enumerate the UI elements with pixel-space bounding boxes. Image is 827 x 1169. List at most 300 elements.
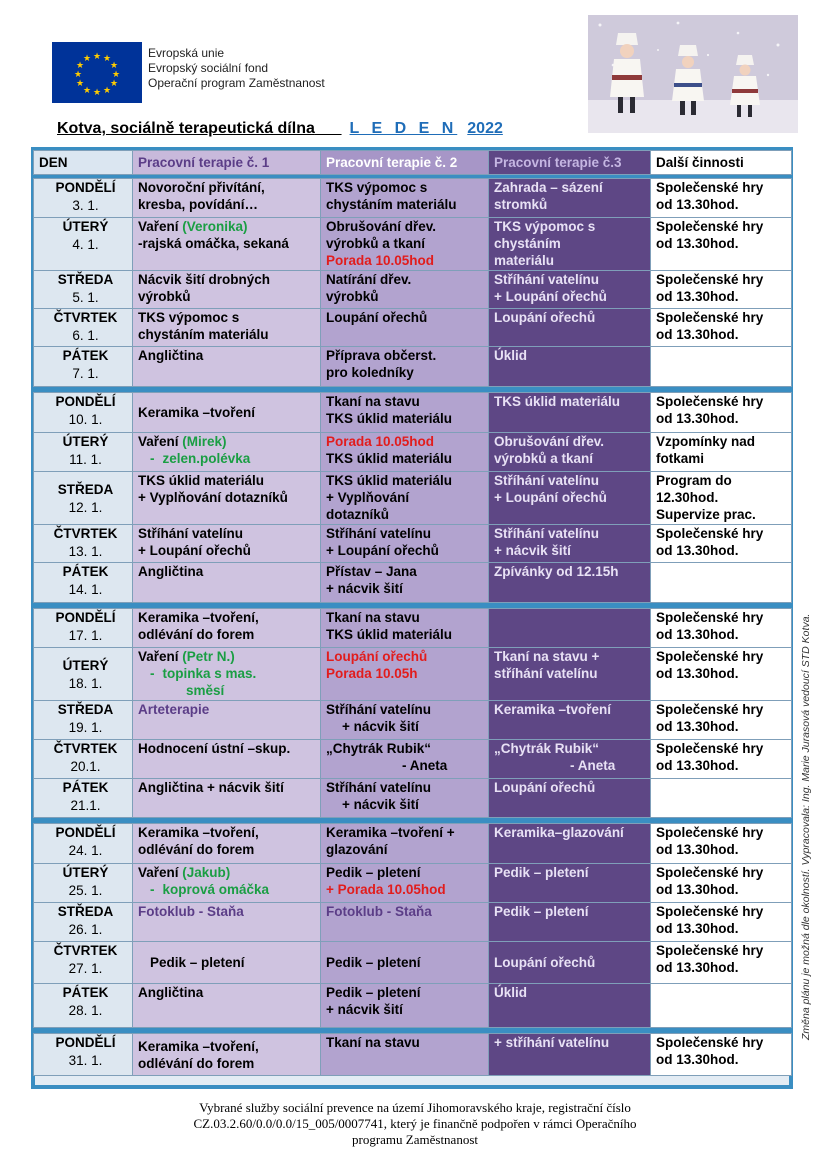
- cooking-label: Vaření: [138, 219, 183, 234]
- eu-flag-logo: [52, 42, 142, 103]
- table-row: [34, 984, 792, 1028]
- cell-line: Keramika –tvoření,: [138, 610, 259, 625]
- dish-bullet: -: [150, 451, 155, 466]
- cell-line: + Vyplňování dotazníků: [138, 490, 288, 505]
- therapy-3-cell: [489, 271, 651, 309]
- other-activity-cell: [651, 525, 792, 563]
- table-row: [34, 309, 792, 347]
- eu-program-text: [148, 46, 325, 91]
- footer-line: CZ.03.2.60/0.0/0.0/15_005/0007741, který je finančně podpořen v rámci Operačního: [193, 1116, 637, 1131]
- cell-line: Keramika –tvoření +: [326, 825, 455, 840]
- day-cell: [34, 271, 133, 309]
- therapy-3-cell: [489, 433, 651, 472]
- cell-line: Společenské hry: [656, 741, 764, 756]
- therapy-3-cell: [489, 609, 651, 648]
- cell-line: chystáním: [494, 236, 561, 251]
- therapy-2-cell: [321, 903, 489, 942]
- day-cell: [34, 179, 133, 218]
- cell-line: Úklid: [494, 985, 528, 1000]
- cell-line: výrobků: [138, 289, 191, 304]
- cell-line: Stříhání vatelínu: [326, 526, 432, 541]
- day-cell: [34, 309, 133, 347]
- therapy-2-cell: [321, 942, 489, 984]
- year-label: 2022: [467, 120, 503, 137]
- cell-line: + Loupání ořechů: [138, 543, 251, 558]
- cell-line: Společenské hry: [656, 526, 764, 541]
- other-activity-cell: [651, 984, 792, 1028]
- dish-name: zelen.polévka: [162, 451, 251, 466]
- cell-line: Hodnocení ústní –skup.: [138, 741, 291, 756]
- cell-line: Společenské hry: [656, 943, 764, 958]
- cell-line: Pedik – pletení: [326, 955, 421, 970]
- cell-line: Pedik – pletení: [494, 865, 589, 880]
- cell-line: stříhání vatelínu: [494, 666, 598, 681]
- therapy-1-cell: [133, 271, 321, 309]
- day-name: ČTVRTEK: [53, 741, 118, 756]
- cell-line: Společenské hry: [656, 1035, 764, 1050]
- cooking-label: Vaření: [138, 649, 183, 664]
- day-cell: [34, 984, 133, 1028]
- svg-text:★: ★: [102, 86, 112, 96]
- table-row: [34, 563, 792, 603]
- svg-text:★: ★: [92, 52, 102, 62]
- cell-line: Angličtina: [138, 348, 204, 363]
- cell-line: [138, 881, 320, 898]
- cell-line: TKS úklid materiálu: [326, 411, 453, 426]
- cell-line: od 13.30hod.: [656, 666, 739, 681]
- therapy-1-cell: [133, 903, 321, 942]
- schedule-body: [34, 175, 792, 1076]
- eu-line: Operační program Zaměstnanost: [148, 76, 325, 90]
- table-row: [34, 179, 792, 218]
- day-cell: [34, 525, 133, 563]
- cell-line: TKS výpomoc s: [494, 219, 596, 234]
- therapy-2-cell: [321, 309, 489, 347]
- cell-line: Loupání ořechů: [494, 955, 596, 970]
- other-activity-cell: [651, 1034, 792, 1076]
- day-cell: [34, 393, 133, 433]
- cell-line: + Loupání ořechů: [494, 490, 607, 505]
- cell-line: chystáním materiálu: [326, 197, 457, 212]
- therapy-1-cell: [133, 824, 321, 864]
- cell-line: od 13.30hod.: [656, 543, 739, 558]
- cell-line: výrobků a tkaní: [494, 451, 594, 466]
- cell-line: odlévání do forem: [138, 627, 255, 642]
- therapy-1-cell: [133, 309, 321, 347]
- cell-line: od 13.30hod.: [656, 842, 739, 857]
- cell-line: Loupání ořechů: [494, 310, 596, 325]
- therapy-2-cell: [321, 433, 489, 472]
- cell-line: Tkaní na stavu: [326, 394, 420, 409]
- therapy-1-cell: [133, 472, 321, 525]
- cell-line: od 13.30hod.: [656, 236, 739, 251]
- dish-name: koprová omáčka: [162, 882, 270, 897]
- day-date: 21.1.: [70, 798, 101, 813]
- cell-line: TKS úklid materiálu: [326, 473, 453, 488]
- cell-line: [138, 433, 320, 450]
- svg-text:★: ★: [92, 88, 102, 98]
- cell-line: Keramika –tvoření,: [138, 1039, 259, 1054]
- therapy-2-cell: [321, 179, 489, 218]
- footer-note: [120, 1100, 710, 1148]
- dish-bullet: -: [150, 666, 155, 681]
- other-activity-cell: [651, 824, 792, 864]
- table-row: [34, 347, 792, 387]
- header-therapy-2: Pracovní terapie č. 2: [321, 151, 489, 175]
- cell-line: Společenské hry: [656, 825, 764, 840]
- cell-line: Novoroční přivítání,: [138, 180, 265, 195]
- other-activity-cell: [651, 609, 792, 648]
- cell-line: od 13.30hod.: [656, 1052, 739, 1067]
- table-row: [34, 648, 792, 701]
- cell-line: Stříhání vatelínu: [494, 526, 600, 541]
- page-title: [57, 120, 503, 138]
- therapy-2-cell: [321, 740, 489, 779]
- day-name: PÁTEK: [62, 348, 109, 363]
- cell-line: Společenské hry: [656, 904, 764, 919]
- cell-line: + nácvik šití: [326, 1002, 403, 1017]
- day-name: ÚTERÝ: [62, 219, 109, 234]
- cell-line: Arteterapie: [138, 702, 210, 717]
- cell-line: Obrušování dřev.: [326, 219, 437, 234]
- cell-line: Zpívánky od 12.15h: [494, 564, 619, 579]
- day-date: 5. 1.: [72, 290, 99, 305]
- winter-children-illustration: [588, 15, 798, 133]
- therapy-1-cell: [133, 347, 321, 387]
- day-cell: [34, 609, 133, 648]
- cell-line: TKS úklid materiálu: [138, 473, 265, 488]
- cell-line: + Loupání ořechů: [494, 289, 607, 304]
- cell-line: Obrušování dřev.: [494, 434, 605, 449]
- header-other: Další činnosti: [651, 151, 792, 175]
- therapy-1-cell: [133, 433, 321, 472]
- cell-line: materiálu: [494, 253, 555, 268]
- cell-line: Angličtina + nácvik šití: [138, 780, 284, 795]
- therapy-3-cell: [489, 525, 651, 563]
- header-day: DEN: [34, 151, 133, 175]
- therapy-3-cell: [489, 984, 651, 1028]
- therapy-2-cell: [321, 648, 489, 701]
- therapy-3-cell: [489, 218, 651, 271]
- cell-line: Loupání ořechů: [326, 310, 428, 325]
- day-date: 19. 1.: [68, 720, 103, 735]
- cell-line: od 13.30hod.: [656, 627, 739, 642]
- therapy-3-cell: [489, 1034, 651, 1076]
- therapy-1-cell: [133, 701, 321, 740]
- cell-line: „Chytrák Rubik“: [326, 741, 432, 756]
- cell-line: Společenské hry: [656, 702, 764, 717]
- therapy-1-cell: [133, 609, 321, 648]
- therapy-2-cell: [321, 864, 489, 903]
- eu-line: Evropská unie: [148, 46, 225, 60]
- side-note-text: Změna plánu je možná dle okolností. Vypracovala: Ing. Marie Jurasová vedoucí STD Kotva.: [800, 613, 812, 1040]
- day-name: PÁTEK: [62, 780, 109, 795]
- cell-line: od 13.30hod.: [656, 921, 739, 936]
- table-row: [34, 942, 792, 984]
- cell-line: TKS úklid materiálu: [326, 451, 453, 466]
- cell-line: Angličtina: [138, 985, 204, 1000]
- cell-line: od 13.30hod.: [656, 758, 739, 773]
- schedule-table: [33, 150, 792, 1076]
- cell-line: „Chytrák Rubik“: [494, 741, 600, 756]
- cell-line: Společenské hry: [656, 310, 764, 325]
- cell-line: od 13.30hod.: [656, 411, 739, 426]
- therapy-3-cell: [489, 864, 651, 903]
- day-date: 13. 1.: [68, 544, 103, 559]
- cell-line: Pedik – pletení: [326, 985, 421, 1000]
- cell-line: od 13.30hod.: [656, 719, 739, 734]
- other-activity-cell: [651, 903, 792, 942]
- day-cell: [34, 824, 133, 864]
- cell-line: + nácvik šití: [494, 543, 571, 558]
- cell-line: Stříhání vatelínu: [138, 526, 244, 541]
- title-text: Kotva, sociálně terapeutická dílna: [57, 120, 315, 137]
- meeting-note: Porada 10.05hod: [326, 434, 435, 449]
- day-name: PÁTEK: [62, 985, 109, 1000]
- other-activity-cell: [651, 309, 792, 347]
- eu-line: Evropský sociální fond: [148, 61, 269, 75]
- therapy-1-cell: [133, 179, 321, 218]
- table-row: [34, 740, 792, 779]
- cell-line: Vzpomínky nad: [656, 434, 756, 449]
- dish-name: topinka s mas.: [162, 666, 257, 681]
- therapy-1-cell: [133, 740, 321, 779]
- therapy-3-cell: [489, 740, 651, 779]
- day-date: 3. 1.: [72, 198, 99, 213]
- cooking-label: Vaření: [138, 865, 183, 880]
- cook-name: (Mirek): [182, 434, 227, 449]
- therapy-1-cell: [133, 942, 321, 984]
- cell-line: + Vyplňování: [326, 490, 410, 505]
- day-name: ČTVRTEK: [53, 310, 118, 325]
- day-cell: [34, 740, 133, 779]
- cell-line: Natírání dřev.: [326, 272, 412, 287]
- other-activity-cell: [651, 648, 792, 701]
- cell-line: od 13.30hod.: [656, 197, 739, 212]
- cell-line: pro koledníky: [326, 365, 414, 380]
- cell-line: 12.30hod.: [656, 490, 719, 505]
- cell-line: Keramika –tvoření,: [138, 825, 259, 840]
- day-date: 10. 1.: [68, 412, 103, 427]
- day-cell: [34, 942, 133, 984]
- day-date: 12. 1.: [68, 499, 103, 515]
- other-activity-cell: [651, 179, 792, 218]
- day-cell: [34, 563, 133, 603]
- cell-line: Tkaní na stavu: [326, 610, 420, 625]
- therapy-3-cell: [489, 903, 651, 942]
- cell-line: [138, 864, 320, 881]
- table-row: [34, 218, 792, 271]
- therapy-2-cell: [321, 701, 489, 740]
- day-name: STŘEDA: [57, 272, 114, 287]
- cell-line: Stříhání vatelínu: [326, 702, 432, 717]
- side-note: [800, 420, 820, 1040]
- day-name: PONDĚLÍ: [55, 610, 116, 625]
- cell-line: výrobků a tkaní: [326, 236, 426, 251]
- day-date: 18. 1.: [68, 675, 103, 691]
- therapy-2-cell: [321, 563, 489, 603]
- cell-line: glazování: [326, 842, 388, 857]
- therapy-1-cell: [133, 779, 321, 818]
- cell-line: + stříhání vatelínu: [494, 1035, 610, 1050]
- other-activity-cell: [651, 740, 792, 779]
- cell-line: Společenské hry: [656, 865, 764, 880]
- other-activity-cell: [651, 433, 792, 472]
- table-row: [34, 433, 792, 472]
- day-name: STŘEDA: [57, 904, 114, 919]
- day-name: PONDĚLÍ: [55, 180, 116, 195]
- cell-line: Loupání ořechů: [494, 780, 596, 795]
- day-cell: [34, 648, 133, 701]
- day-name: PÁTEK: [62, 564, 109, 579]
- cell-line: [138, 665, 320, 682]
- cell-line: fotkami: [656, 451, 705, 466]
- cooking-label: Vaření: [138, 434, 183, 449]
- cell-line: [138, 648, 320, 665]
- cook-name: (Veronika): [182, 219, 248, 234]
- therapy-2-cell: [321, 271, 489, 309]
- day-name: STŘEDA: [57, 702, 114, 717]
- therapy-2-cell: [321, 1034, 489, 1076]
- table-row: [34, 779, 792, 818]
- cell-line: Pedik – pletení: [494, 904, 589, 919]
- cell-line: TKS úklid materiálu: [326, 627, 453, 642]
- day-date: 17. 1.: [68, 628, 103, 643]
- other-activity-cell: [651, 701, 792, 740]
- cell-line: TKS úklid materiálu: [494, 394, 621, 409]
- other-activity-cell: [651, 942, 792, 984]
- cell-line: Angličtina: [138, 564, 204, 579]
- therapy-3-cell: [489, 393, 651, 433]
- meeting-note: + Porada 10.05hod: [326, 882, 446, 897]
- cell-line: Stříhání vatelínu: [494, 473, 600, 488]
- day-cell: [34, 701, 133, 740]
- table-row: [34, 609, 792, 648]
- cell-line: Keramika–glazování: [494, 825, 624, 840]
- day-date: 31. 1.: [68, 1053, 103, 1068]
- cell-line: -rajská omáčka, sekaná: [138, 236, 289, 251]
- meeting-note: Porada 10.05h: [326, 666, 418, 681]
- therapy-2-cell: [321, 347, 489, 387]
- cell-line: dotazníků: [326, 507, 389, 522]
- cell-line: Loupání ořechů: [326, 649, 428, 664]
- cell-line: + nácvik šití: [326, 581, 403, 596]
- other-activity-cell: [651, 218, 792, 271]
- month-label: L E D E N: [349, 120, 458, 137]
- other-activity-cell: [651, 393, 792, 433]
- table-row: [34, 824, 792, 864]
- meeting-note: Porada 10.05hod: [326, 253, 435, 268]
- svg-text:★: ★: [82, 86, 92, 96]
- cell-line: Společenské hry: [656, 394, 764, 409]
- therapy-3-cell: [489, 824, 651, 864]
- cell-line: Příprava občerst.: [326, 348, 437, 363]
- other-activity-cell: [651, 563, 792, 603]
- cell-line: Nácvik šití drobných: [138, 272, 271, 287]
- cell-line: Stříhání vatelínu: [494, 272, 600, 287]
- svg-text:★: ★: [102, 54, 112, 64]
- day-name: ČTVRTEK: [53, 526, 118, 541]
- footer-line: programu Zaměstnanost: [352, 1132, 478, 1147]
- other-activity-cell: [651, 864, 792, 903]
- day-date: 26. 1.: [68, 922, 103, 937]
- therapy-3-cell: [489, 779, 651, 818]
- cell-line: [138, 450, 320, 467]
- cell-line: Tkaní na stavu +: [494, 649, 600, 664]
- table-row: [34, 701, 792, 740]
- table-row: [34, 271, 792, 309]
- svg-text:★: ★: [111, 70, 121, 80]
- therapy-3-cell: [489, 701, 651, 740]
- cell-line: TKS výpomoc s: [138, 310, 240, 325]
- svg-text:★: ★: [109, 61, 119, 71]
- cell-line: Keramika –tvoření: [138, 405, 256, 420]
- cell-line: Tkaní na stavu: [326, 1035, 420, 1050]
- therapy-1-cell: [133, 563, 321, 603]
- day-cell: [34, 1034, 133, 1076]
- svg-text:★: ★: [73, 70, 83, 80]
- table-row: [34, 525, 792, 563]
- svg-text:★: ★: [75, 61, 85, 71]
- therapy-2-cell: [321, 218, 489, 271]
- cell-line: Zahrada – sázení: [494, 180, 603, 195]
- day-name: ÚTERÝ: [62, 657, 109, 673]
- day-name: PONDĚLÍ: [55, 825, 116, 840]
- therapy-3-cell: [489, 648, 651, 701]
- table-header-row: [34, 151, 792, 175]
- day-cell: [34, 864, 133, 903]
- day-name: ČTVRTEK: [53, 943, 118, 958]
- therapy-1-cell: [133, 984, 321, 1028]
- therapy-1-cell: [133, 525, 321, 563]
- header-therapy-1: Pracovní terapie č. 1: [133, 151, 321, 175]
- therapy-2-cell: [321, 525, 489, 563]
- table-row: [34, 903, 792, 942]
- day-cell: [34, 903, 133, 942]
- table-row: [34, 472, 792, 525]
- day-cell: [34, 347, 133, 387]
- cell-line: od 13.30hod.: [656, 289, 739, 304]
- table-row: [34, 864, 792, 903]
- table-row: [34, 393, 792, 433]
- cell-line: Společenské hry: [656, 272, 764, 287]
- day-name: STŘEDA: [57, 481, 114, 497]
- therapy-3-cell: [489, 472, 651, 525]
- cell-line: Společenské hry: [656, 219, 764, 234]
- cell-line: stromků: [494, 197, 548, 212]
- cell-line: Přístav – Jana: [326, 564, 417, 579]
- cell-line: Keramika –tvoření: [494, 702, 612, 717]
- cell-line: chystáním materiálu: [138, 327, 269, 342]
- cell-line: Společenské hry: [656, 649, 764, 664]
- day-date: 14. 1.: [68, 582, 103, 597]
- cell-line: + nácvik šití: [342, 797, 419, 812]
- day-cell: [34, 433, 133, 472]
- other-activity-cell: [651, 271, 792, 309]
- cell-line: TKS výpomoc s: [326, 180, 428, 195]
- cell-line: odlévání do forem: [138, 1056, 255, 1071]
- day-name: ÚTERÝ: [62, 434, 109, 449]
- day-date: 25. 1.: [68, 883, 103, 898]
- cell-line: Pedik – pletení: [326, 865, 421, 880]
- day-date: 27. 1.: [68, 961, 103, 976]
- therapy-3-cell: [489, 179, 651, 218]
- cook-name: (Jakub): [182, 865, 231, 880]
- cell-line: od 13.30hod.: [656, 960, 739, 975]
- dish-name: směsí: [186, 683, 225, 698]
- day-name: PONDĚLÍ: [55, 1035, 116, 1050]
- therapy-2-cell: [321, 472, 489, 525]
